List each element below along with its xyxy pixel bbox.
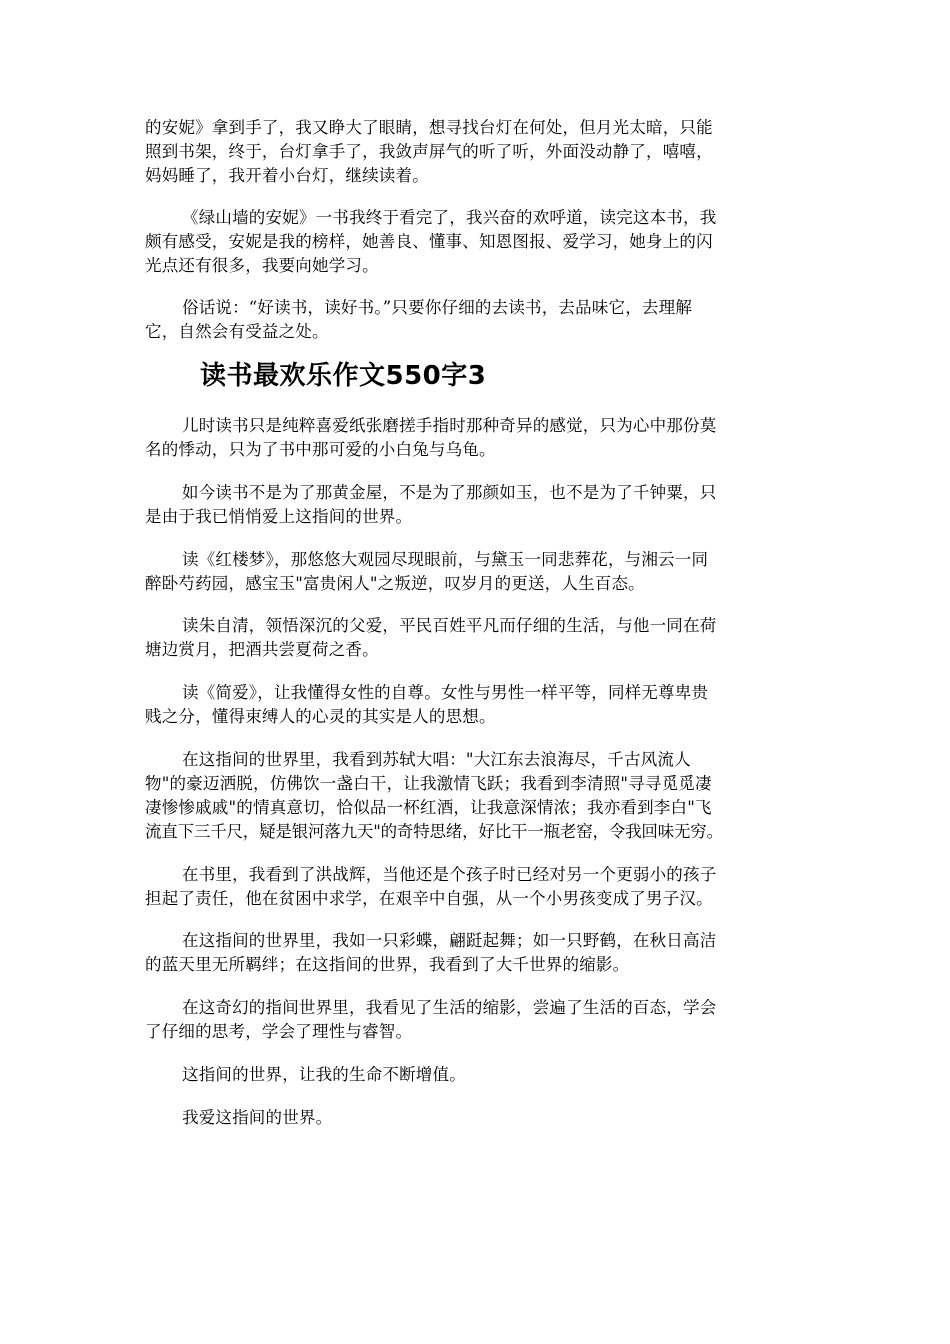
text-line: 贱之分，懂得束缚人的心灵的其实是人的思想。 <box>145 707 496 726</box>
text-line: 在书里，我看到了洪战辉，当他还是个孩子时已经对另一个更弱小的孩子 <box>182 865 717 884</box>
text-line: 读朱自清，领悟深沉的父爱，平民百姓平凡而仔细的生活，与他一同在荷 <box>182 616 717 635</box>
text-line: 《绿山墙的安妮》一书我终于看完了，我兴奋的欢呼道，读完这本书，我 <box>182 208 717 227</box>
text-line: 名的悸动，只为了书中那可爱的小白兔与乌龟。 <box>145 440 496 459</box>
text-line: 如今读书不是为了那黄金屋，不是为了那颜如玉，也不是为了千钟粟，只 <box>182 483 717 502</box>
text-line: 在这奇幻的指间世界里，我看见了生活的缩影，尝遍了生活的百态，学会 <box>182 998 717 1017</box>
text-line: 我爱这指间的世界。 <box>182 1108 333 1127</box>
text-line: 光点还有很多，我要向她学习。 <box>145 256 379 275</box>
text-line: 的安妮》拿到手了，我又睁大了眼睛，想寻找台灯在何处，但月光太暗，只能 <box>145 118 713 137</box>
text-line: 流直下三千尺，疑是银河落九天"的奇特思绪，好比干一瓶老窑，令我回味无穷。 <box>145 822 723 841</box>
text-line: 了仔细的思考，学会了理性与睿智。 <box>145 1022 413 1041</box>
text-line: 这指间的世界，让我的生命不断增值。 <box>182 1065 466 1084</box>
text-line: 妈妈睡了，我开着小台灯，继续读着。 <box>145 166 429 185</box>
section-heading: 读书最欢乐作文550字3 <box>200 361 487 391</box>
text-line: 物"的豪迈洒脱，仿佛饮一盏白干，让我激情飞跃；我看到李清照"寻寻觅觅凄 <box>145 774 712 793</box>
text-line: 担起了责任，他在贫困中求学，在艰辛中自强，从一个小男孩变成了男子汉。 <box>145 889 713 908</box>
text-line: 的蓝天里无所羁绊；在这指间的世界，我看到了大千世界的缩影。 <box>145 955 630 974</box>
text-line: 照到书架，终于，台灯拿手了，我敛声屏气的听了听，外面没动静了，嘻嘻， <box>145 142 713 161</box>
text-line: 颇有感受，安妮是我的榜样，她善良、懂事、知恩图报、爱学习，她身上的闪 <box>145 232 713 251</box>
text-line: 是由于我已悄悄爱上这指间的世界。 <box>145 507 413 526</box>
text-line: 醉卧芍药园，感宝玉"富贵闲人"之叛逆，叹岁月的更送，人生百态。 <box>145 574 645 593</box>
text-line: 在这指间的世界里，我如一只彩蝶，翩跹起舞；如一只野鹤，在秋日高洁 <box>182 931 717 950</box>
text-line: 读《红楼梦》，那悠悠大观园尽现眼前，与黛玉一同悲葬花，与湘云一同 <box>182 550 709 569</box>
text-line: 读《简爱》，让我懂得女性的自尊。女性与男性一样平等，同样无尊卑贵 <box>182 683 709 702</box>
text-line: 凄惨惨戚戚"的情真意切，恰似品一杯红酒，让我意深情浓；我亦看到李白"飞 <box>145 798 712 817</box>
text-line: 在这指间的世界里，我看到苏轼大唱："大江东去浪海尽，千古风流人 <box>182 750 691 769</box>
text-line: 俗话说：“好读书，读好书。”只要你仔细的去读书，去品味它，去理解 <box>182 298 693 317</box>
text-line: 塘边赏月，把酒共尝夏荷之香。 <box>145 640 379 659</box>
text-line: 它，自然会有受益之处。 <box>145 322 329 341</box>
text-line: 儿时读书只是纯粹喜爱纸张磨搓手指时那种奇异的感觉，只为心中那份莫 <box>182 416 717 435</box>
